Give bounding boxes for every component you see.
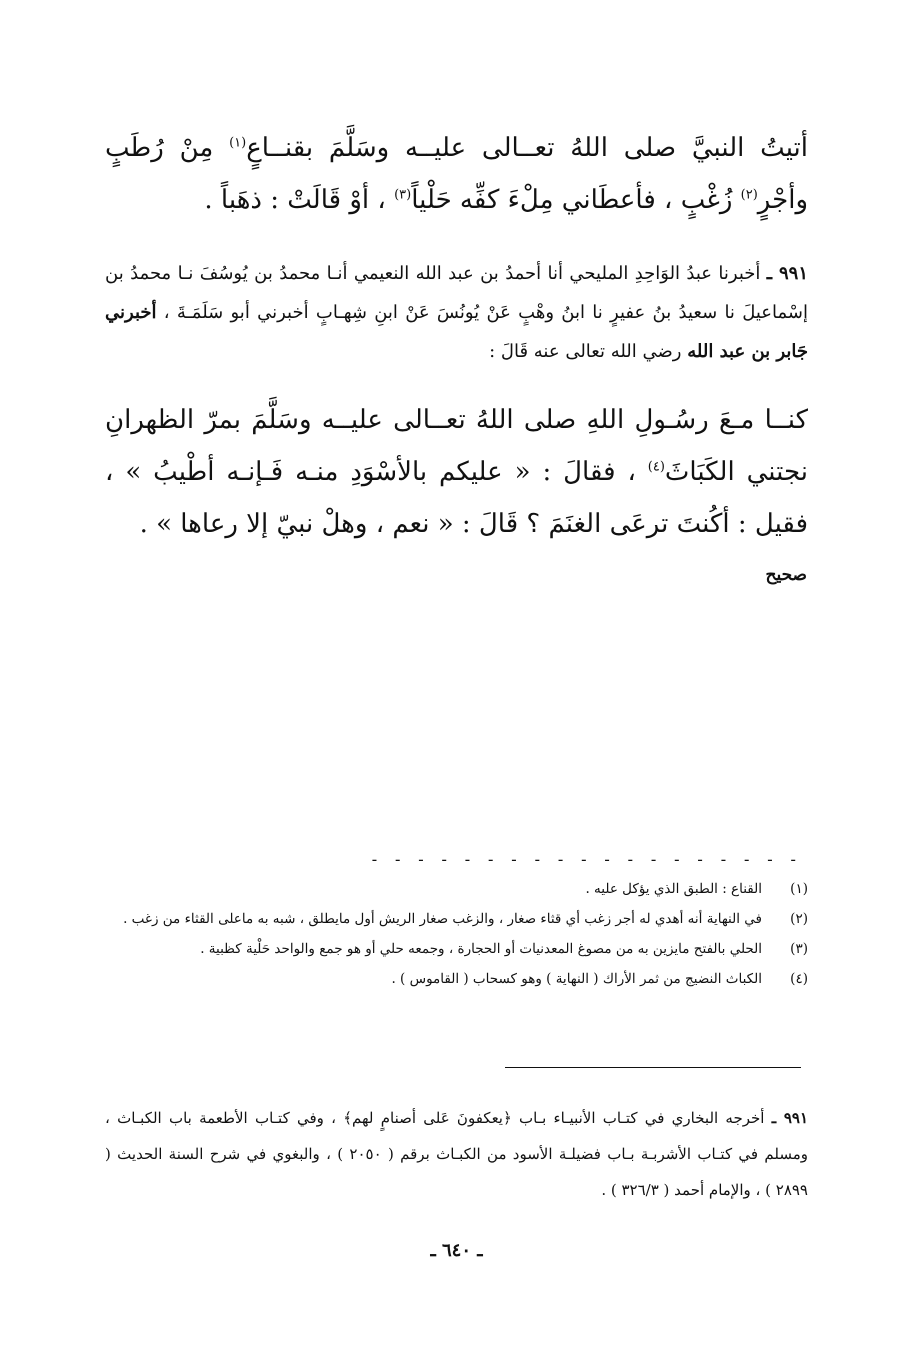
narrator-name: أخبرني جَابر بن عبد الله — [105, 302, 808, 362]
footnote-text: في النهاية أنه أهدي له أجر زغب أي قثاء صغار ، والزغب صغار الريش أول مايطلق ، شبه به ماعلى القثاء من زغب . — [123, 911, 762, 927]
footnote-number: (٢) — [790, 911, 808, 927]
footnote-marker: (١) — [229, 135, 247, 151]
hadith-text-2 — [105, 394, 808, 550]
footnote-number: (١) — [790, 881, 808, 897]
footnote-text: القناع : الطبق الذي يؤكل عليه . — [585, 881, 762, 897]
footnote-text: الكباث النضيج من ثمر الأراك ( النهاية ) وهو كسحاب ( القاموس ) . — [391, 971, 762, 987]
hadith-text-1-part: مِنْ رُطَبٍ وأجْرٍ — [105, 133, 808, 215]
hadith-text-1-part: ، أوْ قَالَتْ : ذهَباً . — [204, 185, 395, 215]
hadith-text-2-part: كنــا مـعَ رسُـولِ اللهِ صلى اللهُ تعــالى عليــه وسَلَّمَ بمرّ الظهرانِ نجتني الكَبَاثَ — [105, 405, 808, 487]
isnad-text: أخبرنا عبدُ الوَاحِدِ المليحي أنا أحمدُ بن عبد الله النعيمي أنـا محمدُ بن يُوسُفَ نـا محمدُ بن إسْماعيلَ نا سعيدُ بنُ عفيرٍ نا ابنُ وهْبٍ عَنْ يُونُسَ عَنْ ابنِ شِهـابٍ أخبرني أبو سَلَمَـةَ ، — [105, 263, 808, 323]
hadith-number: ٩٩١ ـ — [766, 263, 808, 284]
footnote-number: (٤) — [790, 971, 808, 987]
footnote-item — [105, 964, 808, 994]
footnote-item — [105, 874, 808, 904]
footnote-item — [105, 904, 808, 934]
footnote-marker: (٣) — [394, 187, 412, 203]
footnote-item — [105, 934, 808, 964]
hadith-text-1 — [105, 122, 808, 226]
isnad-991 — [105, 254, 808, 371]
hadith-grade: صحيح — [765, 565, 807, 585]
dashed-separator: - - - - - - - - - - - - - - - - - - - — [369, 850, 800, 869]
isnad-text-end: رضي الله تعالى عنه قَالَ : — [489, 341, 688, 362]
hadith-text-2-part: ، فقالَ : « عليكم بالأسْوَدِ منـه فَـإنـه أطْيبُ » ، فقيل : أكُنتَ ترعَى الغنَمَ ؟ قَالَ : « نعم ، وهلْ نبيّ إلا رعاها » . — [105, 457, 808, 539]
page-number: ـ ٦٤٠ ـ — [430, 1240, 483, 1261]
hadith-text-1-part: أتيتُ النبيَّ صلى اللهُ تعــالى عليــه وسَلَّمَ بقنــاعٍ — [246, 133, 808, 163]
footnotes — [105, 874, 808, 994]
footnote-text: الحلي بالفتح مايزين به من مصوغ المعدنيات أو الحجارة ، وجمعه حلي أو هو جمع والواحد حَلْية كظبية . — [200, 941, 762, 957]
takhrij-text: أخرجه البخاري في كتـاب الأنبيـاء بـاب ﴿يعكفونَ عَلى أصنامٍ لهم﴾ ، وفي كتـاب الأطعمة باب الكبـاث ، ومسلم في كتـاب الأشربـة بـاب فضيلـة الأسود من الكبـاث برقم ( ٢٠٥٠ ) ، والبغوي في شرح السنة الحديث ( ٢٨٩٩ ) ، والإمام أحمد ( ٣٢٦/٣ ) . — [105, 1109, 808, 1199]
footnote-number: (٣) — [790, 941, 808, 957]
footnote-marker: (٤) — [647, 459, 665, 475]
takhrij-991 — [105, 1100, 808, 1208]
takhrij-rule — [505, 1067, 801, 1068]
footnote-marker: (٢) — [740, 187, 758, 203]
hadith-number: ٩٩١ ـ — [771, 1109, 808, 1127]
hadith-text-1-part: زُغْبٍ ، فأعطَاني مِلْءَ كفِّه حَلْياً — [411, 185, 733, 215]
